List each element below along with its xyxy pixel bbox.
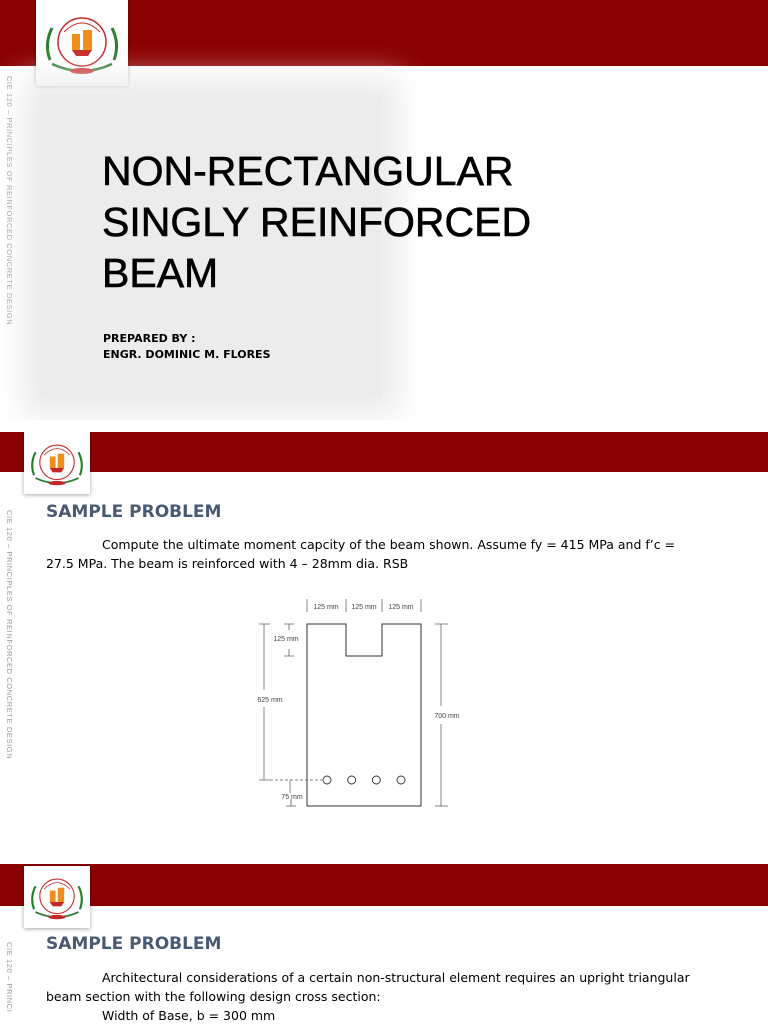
author-name: ENGR. DOMINIC M. FLORES (103, 348, 271, 361)
sample-problem-slide-1 (0, 432, 768, 852)
section-heading: SAMPLE PROBLEM (46, 502, 222, 522)
problem-line: Architectural considerations of a certain non-structural element requires an upright triangular (102, 970, 690, 985)
header-band (0, 864, 768, 906)
problem-statement (46, 968, 746, 1024)
beam-outline (307, 624, 421, 806)
prepared-by-block (103, 331, 271, 363)
title-line: SINGLY REINFORCED (102, 199, 532, 245)
problem-line: beam section with the following design cross section: (46, 989, 381, 1004)
top-dim-label: 125 mm (388, 604, 414, 611)
beam-cross-section-diagram (240, 594, 480, 808)
course-side-label: CIE 120 – PRINCIPLES OF REINFORCED CONCRETE DESIGN (5, 76, 14, 326)
title-line: BEAM (102, 250, 219, 296)
problem-statement (46, 535, 706, 573)
rebar-circle (348, 776, 356, 784)
rebar-circle (323, 776, 331, 784)
university-seal-icon (24, 866, 90, 928)
problem-line: Compute the ultimate moment capcity of the beam shown. Assume fy = 415 MPa and f’c = (102, 537, 676, 552)
slide-title (102, 146, 662, 299)
rebar-circle (372, 776, 380, 784)
university-logo (24, 432, 90, 494)
rebar-group (323, 776, 405, 784)
title-line: NON-RECTANGULAR (102, 148, 514, 194)
section-heading: SAMPLE PROBLEM (46, 934, 222, 954)
slide-separator (0, 420, 768, 432)
university-logo (36, 0, 128, 86)
university-seal-icon (24, 432, 90, 494)
top-dim-label: 125 mm (351, 604, 377, 611)
slide-separator (0, 852, 768, 864)
course-side-label: CIE 120 – PRINCI (5, 942, 14, 1013)
top-dim-label: 125 mm (313, 604, 339, 611)
rebar-circle (397, 776, 405, 784)
prepared-by-label: PREPARED BY : (103, 332, 196, 345)
university-logo (24, 866, 90, 928)
problem-line: 27.5 MPa. The beam is reinforced with 4 – 28mm dia. RSB (46, 556, 409, 571)
header-band (0, 432, 768, 472)
cover-dimension (286, 780, 296, 806)
effective-depth-label: 625 mm (257, 697, 283, 704)
total-height-label: 700 mm (434, 713, 460, 720)
problem-line: Width of Base, b = 300 mm (102, 1008, 276, 1023)
university-seal-icon (36, 0, 128, 86)
cover-label: 75 mm (281, 794, 303, 801)
course-side-label: CIE 120 – PRINCIPLES OF REINFORCED CONCRETE DESIGN (5, 510, 14, 760)
notch-depth-label: 125 mm (273, 636, 299, 643)
title-slide (0, 0, 768, 420)
sample-problem-slide-2 (0, 864, 768, 1024)
